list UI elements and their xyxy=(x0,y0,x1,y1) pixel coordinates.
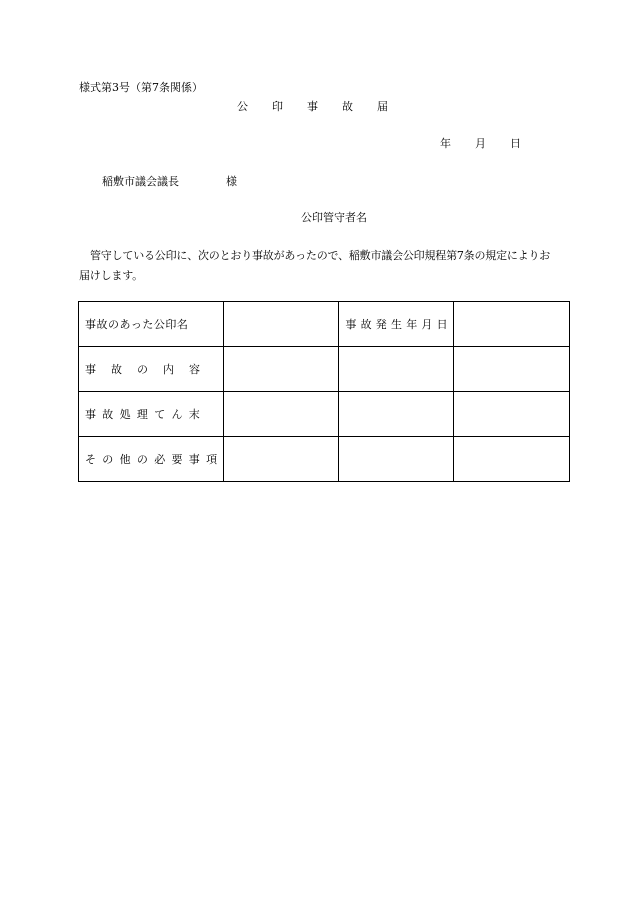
form-number: 様式第3号（第7条関係） xyxy=(79,81,203,94)
report-table xyxy=(78,301,570,482)
value-cell xyxy=(224,347,339,392)
row-label: 事故処理てん末 xyxy=(85,408,207,421)
row-label: 事故の内容 xyxy=(85,363,215,376)
addressee-honorific: 様 xyxy=(226,175,237,188)
date-day: 日 xyxy=(510,137,521,150)
value-cell xyxy=(454,437,570,482)
value-cell xyxy=(224,392,339,437)
date-line xyxy=(440,137,521,151)
document-title xyxy=(237,100,388,114)
title-char: 印 xyxy=(272,100,283,113)
value-cell xyxy=(224,302,339,347)
title-char: 事 xyxy=(307,100,318,113)
addressee xyxy=(102,175,237,189)
value-cell xyxy=(454,347,570,392)
table-row xyxy=(79,347,570,392)
value-cell xyxy=(454,392,570,437)
table-row xyxy=(79,437,570,482)
title-char: 届 xyxy=(377,100,388,113)
table-row xyxy=(79,392,570,437)
row-label-cell xyxy=(79,437,224,482)
row-label-cell xyxy=(79,347,224,392)
row-label: その他の必要事項 xyxy=(85,453,224,466)
row-label-cell xyxy=(79,392,224,437)
table-row xyxy=(79,302,570,347)
value-cell xyxy=(339,347,454,392)
value-cell xyxy=(454,302,570,347)
title-char: 故 xyxy=(342,100,353,113)
value-cell xyxy=(339,437,454,482)
date-year: 年 xyxy=(440,137,451,150)
value-cell xyxy=(339,392,454,437)
custodian-label: 公印管守者名 xyxy=(301,211,367,224)
row-label: 事故発生年月日 xyxy=(345,318,452,331)
date-month: 月 xyxy=(475,137,486,150)
body-text: 管守している公印に、次のとおり事故があったので、稲敷市議会公印規程第7条の規定によりお届けします。 xyxy=(79,249,551,282)
addressee-name: 稲敷市議会議長 xyxy=(102,175,179,188)
value-cell xyxy=(224,437,339,482)
row-label-cell xyxy=(79,302,224,347)
row-label: 事故のあった公印名 xyxy=(85,318,189,331)
title-char: 公 xyxy=(237,100,248,113)
row-label-cell xyxy=(339,302,454,347)
